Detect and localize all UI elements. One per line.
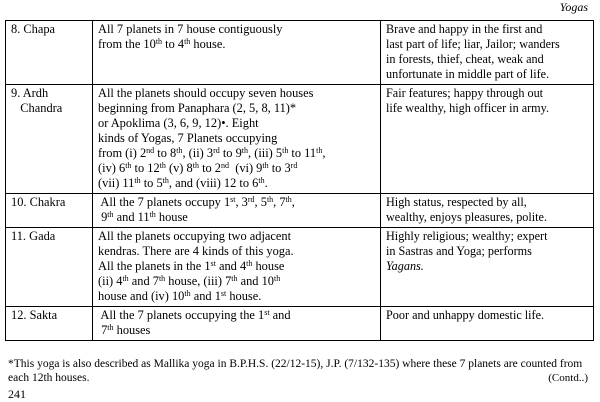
yoga-name-line: 8. Chapa	[11, 22, 56, 36]
yoga-row	[6, 21, 594, 85]
yoga-row	[6, 194, 594, 228]
condition-line: 7th houses	[98, 323, 151, 337]
yoga-condition-cell	[93, 85, 381, 194]
condition-line: (iv) 6th to 12th (v) 8th to 2nd (vi) 9th to 3rd	[98, 161, 298, 175]
yoga-condition-cell	[93, 228, 381, 307]
yoga-effect-cell	[381, 21, 594, 85]
yoga-effect-cell	[381, 194, 594, 228]
yoga-table-body	[6, 21, 594, 341]
condition-line: beginning from Panaphara (2, 5, 8, 11)*	[98, 101, 297, 115]
continued-marker: (Contd..)	[548, 372, 588, 384]
condition-line: kendras. There are 4 kinds of this yoga.	[98, 244, 294, 258]
effect-line: Poor and unhappy domestic life.	[386, 308, 545, 322]
yoga-condition-cell	[93, 307, 381, 341]
condition-line: All the planets occupying two adjacent	[98, 229, 292, 243]
yoga-name-line: Chandra	[11, 101, 63, 115]
condition-line: (ii) 4th and 7th house, (iii) 7th and 10th	[98, 274, 281, 288]
effect-line: unfortunate in middle part of life.	[386, 67, 550, 81]
effect-line: High status, respected by all,	[386, 195, 527, 209]
yoga-condition-cell	[93, 21, 381, 85]
condition-line: house and (iv) 10th and 1st house.	[98, 289, 262, 303]
page-number: 241	[8, 387, 26, 401]
yoga-row	[6, 307, 594, 341]
footnote: *This yoga is also described as Mallika yoga in B.P.H.S. (22/12-15), J.P. (7/132-135) where these 7 planets are counted from each 12th houses.	[8, 358, 583, 384]
yoga-name-line: 11. Gada	[11, 229, 56, 243]
effect-line: wealthy, enjoys pleasures, polite.	[386, 210, 547, 224]
condition-line: from (i) 2nd to 8th, (ii) 3rd to 9th, (iii) 5th to 11th,	[98, 146, 326, 160]
yoga-name-line: 10. Chakra	[11, 195, 66, 209]
yoga-name-cell	[6, 194, 93, 228]
condition-line: kinds of Yogas, 7 Planets occupying	[98, 131, 278, 145]
condition-line: All the 7 planets occupying the 1st and	[98, 308, 291, 322]
yoga-name-cell	[6, 307, 93, 341]
condition-line: (vii) 11th to 5th, and (viii) 12 to 6th.	[98, 176, 268, 190]
yoga-condition-cell	[93, 194, 381, 228]
yoga-row	[6, 85, 594, 194]
yoga-effect-cell	[381, 85, 594, 194]
effect-line: Highly religious; wealthy; expert	[386, 229, 548, 243]
effect-line: in forests, thief, cheat, weak and	[386, 52, 544, 66]
condition-line: All 7 planets in 7 house contiguously	[98, 22, 283, 36]
yoga-name-cell	[6, 228, 93, 307]
yoga-table	[5, 20, 594, 341]
yoga-effect-cell	[381, 228, 594, 307]
yoga-effect-cell	[381, 307, 594, 341]
yoga-row	[6, 228, 594, 307]
condition-line: All the planets should occupy seven houses	[98, 86, 314, 100]
effect-line: Fair features; happy through out	[386, 86, 544, 100]
yoga-name-line: 12. Sakta	[11, 308, 58, 322]
running-head: Yogas	[559, 0, 588, 14]
condition-line: All the planets in the 1st and 4th house	[98, 259, 285, 273]
effect-line: in Sastras and Yoga; performs	[386, 244, 532, 258]
effect-line: life wealthy, high officer in army.	[386, 101, 550, 115]
yoga-name-cell	[6, 85, 93, 194]
yoga-name-cell	[6, 21, 93, 85]
effect-line: Brave and happy in the first and	[386, 22, 543, 36]
condition-line: 9th and 11th house	[98, 210, 188, 224]
condition-line: All the 7 planets occupy 1st, 3rd, 5th, 7th,	[98, 195, 295, 209]
condition-line: or Apoklima (3, 6, 9, 12)•. Eight	[98, 116, 259, 130]
effect-line: last part of life; liar, Jailor; wanders	[386, 37, 560, 51]
condition-line: from the 10th to 4th house.	[98, 37, 226, 51]
yoga-name-line: 9. Ardh	[11, 86, 49, 100]
effect-line: Yagans.	[386, 259, 424, 273]
